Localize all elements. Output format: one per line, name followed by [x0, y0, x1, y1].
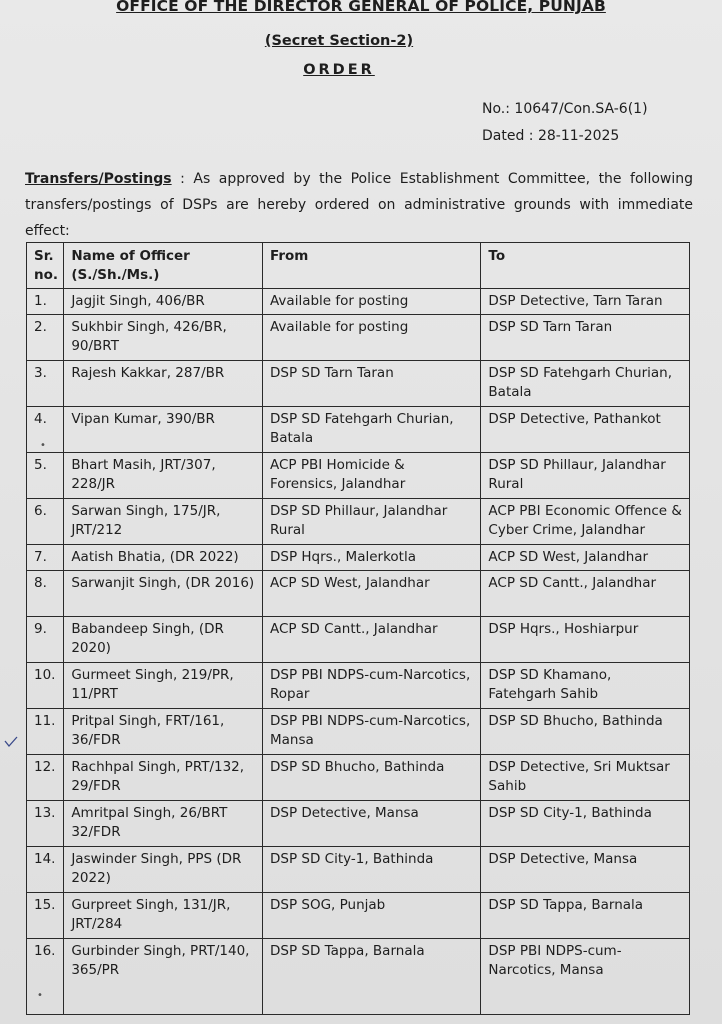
- column-header-to: To: [481, 243, 690, 289]
- ink-dot: •: [37, 990, 43, 1001]
- cell-from: DSP SOG, Punjab: [262, 893, 480, 939]
- table-row: [27, 709, 690, 755]
- intro-paragraph: [25, 166, 693, 244]
- column-header-from: From: [262, 243, 480, 289]
- cell-from: DSP SD Tarn Taran: [262, 361, 480, 407]
- table-row: [27, 407, 690, 453]
- section-title: (Secret Section-2): [264, 33, 414, 49]
- cell-from: ACP PBI Homicide & Forensics, Jalandhar: [262, 453, 480, 499]
- cell-from: DSP SD Tappa, Barnala: [262, 939, 480, 1015]
- cell-sr: 1.: [27, 289, 64, 315]
- cell-name: Bhart Masih, JRT/307, 228/JR: [64, 453, 263, 499]
- cell-from: DSP PBI NDPS-cum-Narcotics, Ropar: [262, 663, 480, 709]
- cell-name: Pritpal Singh, FRT/161, 36/FDR: [64, 709, 263, 755]
- cell-to: DSP Detective, Mansa: [481, 847, 690, 893]
- cell-name: Sarwanjit Singh, (DR 2016): [64, 571, 263, 617]
- cell-to: DSP SD Khamano, Fatehgarh Sahib: [481, 663, 690, 709]
- cell-to: DSP SD Tappa, Barnala: [481, 893, 690, 939]
- cell-to: DSP Detective, Pathankot: [481, 407, 690, 453]
- office-title: OFFICE OF THE DIRECTOR GENERAL OF POLICE, PUNJAB: [116, 0, 606, 15]
- cell-to: ACP PBI Economic Offence & Cyber Crime, Jalandhar: [481, 499, 690, 545]
- column-header-name: Name of Officer (S./Sh./Ms.): [64, 243, 263, 289]
- cell-to: DSP Detective, Tarn Taran: [481, 289, 690, 315]
- table-row: [27, 893, 690, 939]
- cell-to: DSP SD Fatehgarh Churian, Batala: [481, 361, 690, 407]
- order-title: ORDER: [303, 62, 375, 78]
- cell-from: DSP SD City-1, Bathinda: [262, 847, 480, 893]
- cell-name: Aatish Bhatia, (DR 2022): [64, 545, 263, 571]
- cell-to: DSP Detective, Sri Muktsar Sahib: [481, 755, 690, 801]
- table-row: [27, 847, 690, 893]
- cell-name: Jagjit Singh, 406/BR: [64, 289, 263, 315]
- cell-from: DSP PBI NDPS-cum-Narcotics, Mansa: [262, 709, 480, 755]
- intro-lead: Transfers/Postings: [25, 171, 172, 187]
- cell-sr: 5.: [27, 453, 64, 499]
- cell-sr: 9.: [27, 617, 64, 663]
- table-row: [27, 755, 690, 801]
- table-row: [27, 361, 690, 407]
- order-date: Dated : 28-11-2025: [482, 128, 620, 144]
- cell-from: DSP SD Bhucho, Bathinda: [262, 755, 480, 801]
- cell-name: Rachhpal Singh, PRT/132, 29/FDR: [64, 755, 263, 801]
- transfers-table: [26, 242, 690, 1015]
- cell-sr: 8.: [27, 571, 64, 617]
- cell-name: Babandeep Singh, (DR 2020): [64, 617, 263, 663]
- cell-name: Sarwan Singh, 175/JR, JRT/212: [64, 499, 263, 545]
- table-row: [27, 315, 690, 361]
- cell-sr: 10.: [27, 663, 64, 709]
- cell-name: Sukhbir Singh, 426/BR, 90/BRT: [64, 315, 263, 361]
- cell-sr: 2.: [27, 315, 64, 361]
- table-row: [27, 801, 690, 847]
- cell-from: DSP Hqrs., Malerkotla: [262, 545, 480, 571]
- table-row: [27, 939, 690, 1015]
- pen-tick-mark: [4, 736, 18, 748]
- table-row: [27, 571, 690, 617]
- intro-text: : As approved by the Police Establishment Committee, the following transfers/postings of DSPs are hereby ordered on administrative grounds with immediate effect:: [25, 171, 693, 239]
- cell-from: DSP SD Phillaur, Jalandhar Rural: [262, 499, 480, 545]
- cell-from: Available for posting: [262, 289, 480, 315]
- cell-sr: 4.: [27, 407, 64, 453]
- table-row: [27, 499, 690, 545]
- cell-sr: 11.: [27, 709, 64, 755]
- cell-to: ACP SD West, Jalandhar: [481, 545, 690, 571]
- cell-sr: 13.: [27, 801, 64, 847]
- cell-to: DSP PBI NDPS-cum-Narcotics, Mansa: [481, 939, 690, 1015]
- cell-name: Gurbinder Singh, PRT/140, 365/PR: [64, 939, 263, 1015]
- cell-name: Rajesh Kakkar, 287/BR: [64, 361, 263, 407]
- table-row: [27, 289, 690, 315]
- cell-from: Available for posting: [262, 315, 480, 361]
- cell-to: DSP SD Tarn Taran: [481, 315, 690, 361]
- cell-from: DSP SD Fatehgarh Churian, Batala: [262, 407, 480, 453]
- cell-to: DSP SD Phillaur, Jalandhar Rural: [481, 453, 690, 499]
- cell-name: Vipan Kumar, 390/BR: [64, 407, 263, 453]
- cell-name: Jaswinder Singh, PPS (DR 2022): [64, 847, 263, 893]
- cell-to: DSP SD City-1, Bathinda: [481, 801, 690, 847]
- order-number: No.: 10647/Con.SA-6(1): [482, 101, 648, 117]
- ink-dot: •: [40, 440, 46, 451]
- cell-sr: 6.: [27, 499, 64, 545]
- cell-to: ACP SD Cantt., Jalandhar: [481, 571, 690, 617]
- cell-name: Amritpal Singh, 26/BRT 32/FDR: [64, 801, 263, 847]
- cell-sr: 7.: [27, 545, 64, 571]
- cell-from: ACP SD Cantt., Jalandhar: [262, 617, 480, 663]
- cell-name: Gurmeet Singh, 219/PR, 11/PRT: [64, 663, 263, 709]
- cell-to: DSP SD Bhucho, Bathinda: [481, 709, 690, 755]
- cell-name: Gurpreet Singh, 131/JR, JRT/284: [64, 893, 263, 939]
- cell-sr: 12.: [27, 755, 64, 801]
- cell-sr: 16.: [27, 939, 64, 1015]
- table-row: [27, 617, 690, 663]
- cell-from: DSP Detective, Mansa: [262, 801, 480, 847]
- cell-from: ACP SD West, Jalandhar: [262, 571, 480, 617]
- cell-sr: 3.: [27, 361, 64, 407]
- table-row: [27, 545, 690, 571]
- cell-to: DSP Hqrs., Hoshiarpur: [481, 617, 690, 663]
- table-header-row: [27, 243, 690, 289]
- cell-sr: 15.: [27, 893, 64, 939]
- table-row: [27, 453, 690, 499]
- column-header-sr: Sr. no.: [27, 243, 64, 289]
- cell-sr: 14.: [27, 847, 64, 893]
- table-row: [27, 663, 690, 709]
